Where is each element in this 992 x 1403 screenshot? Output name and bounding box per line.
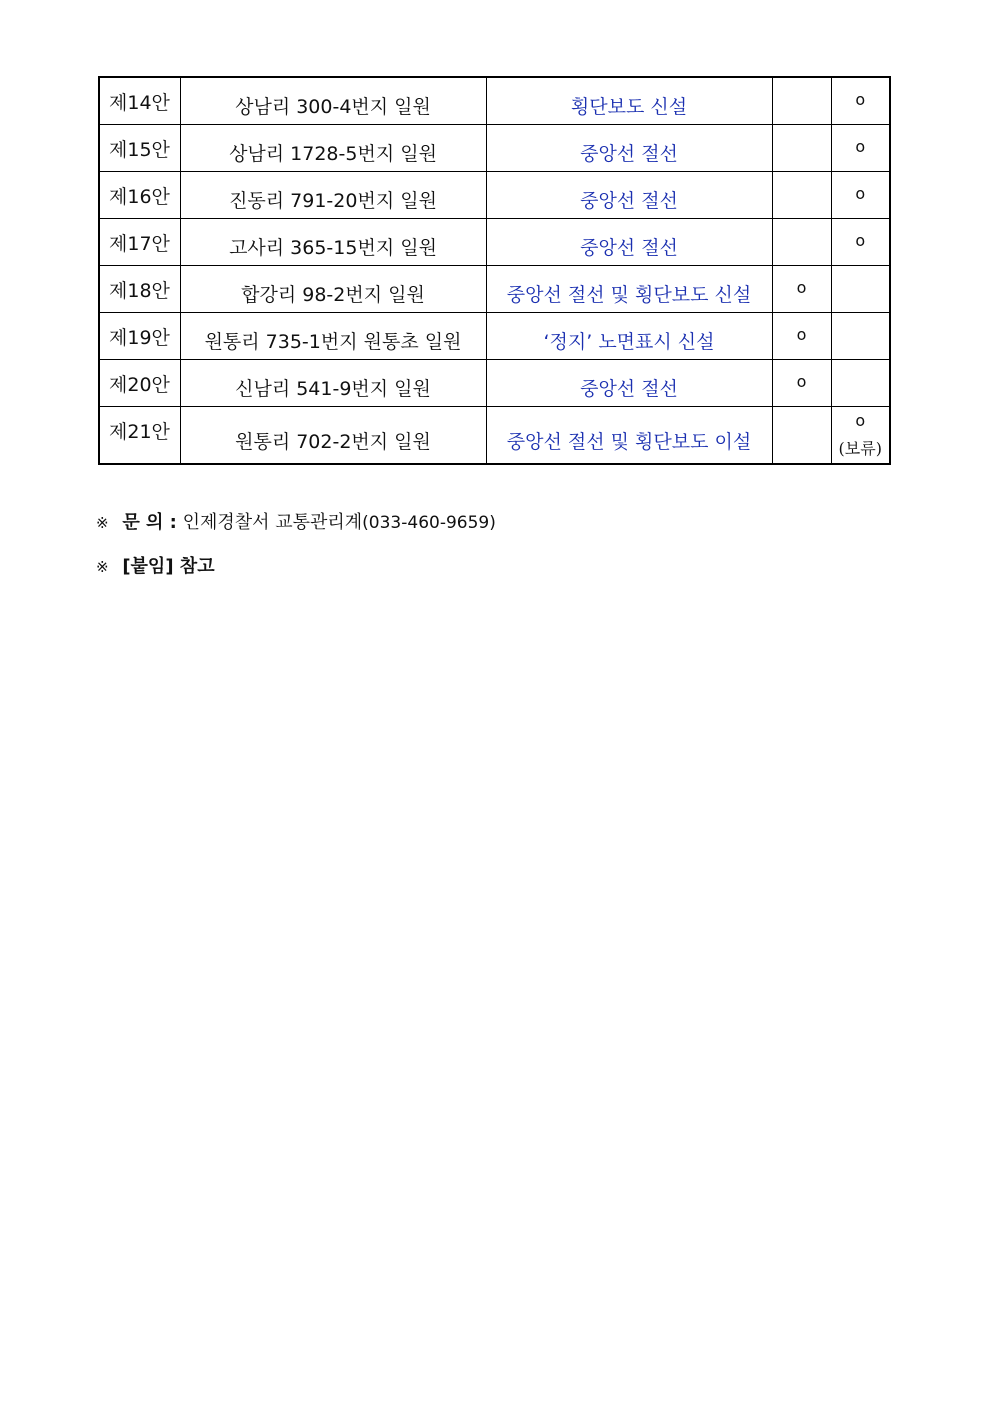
proposal-action: 중앙선 절선	[486, 360, 772, 407]
reference-mark-icon: ※	[96, 558, 109, 576]
inquiry-note	[96, 508, 496, 534]
proposal-mark-col5	[831, 266, 890, 313]
proposal-table	[98, 76, 891, 465]
proposal-number: 제21안	[99, 407, 180, 465]
proposal-number: 제15안	[99, 125, 180, 172]
proposal-action: ‘정지’ 노면표시 신설	[486, 313, 772, 360]
table-row	[99, 313, 890, 360]
proposal-table-body	[99, 77, 890, 464]
proposal-mark-col4: o	[772, 266, 831, 313]
proposal-mark-col5	[831, 360, 890, 407]
proposal-mark-col4	[772, 172, 831, 219]
proposal-mark-col5-with-note	[831, 407, 890, 465]
proposal-number: 제19안	[99, 313, 180, 360]
table-row	[99, 407, 890, 465]
reference-mark-icon: ※	[96, 514, 109, 532]
table-row	[99, 360, 890, 407]
inquiry-phone: (033-460-9659)	[362, 513, 496, 533]
proposal-action: 중앙선 절선	[486, 219, 772, 266]
proposal-location: 진동리 791-20번지 일원	[180, 172, 486, 219]
proposal-mark-col5: o	[831, 219, 890, 266]
proposal-mark-col4: o	[772, 313, 831, 360]
proposal-number: 제20안	[99, 360, 180, 407]
proposal-location: 원통리 702-2번지 일원	[180, 407, 486, 465]
proposal-location: 신남리 541-9번지 일원	[180, 360, 486, 407]
proposal-action: 중앙선 절선 및 횡단보도 신설	[486, 266, 772, 313]
proposal-number: 제17안	[99, 219, 180, 266]
proposal-location: 고사리 365-15번지 일원	[180, 219, 486, 266]
proposal-mark-col4	[772, 219, 831, 266]
proposal-number: 제14안	[99, 77, 180, 125]
table-row	[99, 125, 890, 172]
proposal-number: 제16안	[99, 172, 180, 219]
proposal-action: 중앙선 절선 및 횡단보도 이설	[486, 407, 772, 465]
proposal-location: 상남리 1728-5번지 일원	[180, 125, 486, 172]
table-row	[99, 219, 890, 266]
proposal-location: 원통리 735-1번지 원통초 일원	[180, 313, 486, 360]
table-row	[99, 77, 890, 125]
on-hold-note: (보류)	[838, 439, 882, 458]
proposal-mark-col5: o	[855, 411, 866, 430]
proposal-location: 상남리 300-4번지 일원	[180, 77, 486, 125]
proposal-mark-col4: o	[772, 360, 831, 407]
proposal-mark-col4	[772, 77, 831, 125]
proposal-action: 중앙선 절선	[486, 125, 772, 172]
proposal-location: 합강리 98-2번지 일원	[180, 266, 486, 313]
proposal-mark-col4	[772, 407, 831, 465]
proposal-action: 중앙선 절선	[486, 172, 772, 219]
table-row	[99, 266, 890, 313]
attachment-label: [붙임] 참고	[122, 556, 215, 577]
proposal-mark-col5	[831, 313, 890, 360]
inquiry-contact: 인제경찰서 교통관리계	[182, 512, 363, 533]
proposal-mark-col5: o	[831, 77, 890, 125]
table-row	[99, 172, 890, 219]
proposal-action: 횡단보도 신설	[486, 77, 772, 125]
proposal-mark-col5: o	[831, 172, 890, 219]
proposal-mark-col4	[772, 125, 831, 172]
inquiry-label: 문 의 :	[122, 512, 177, 533]
proposal-mark-col5: o	[831, 125, 890, 172]
attachment-note	[96, 552, 215, 578]
proposal-number: 제18안	[99, 266, 180, 313]
